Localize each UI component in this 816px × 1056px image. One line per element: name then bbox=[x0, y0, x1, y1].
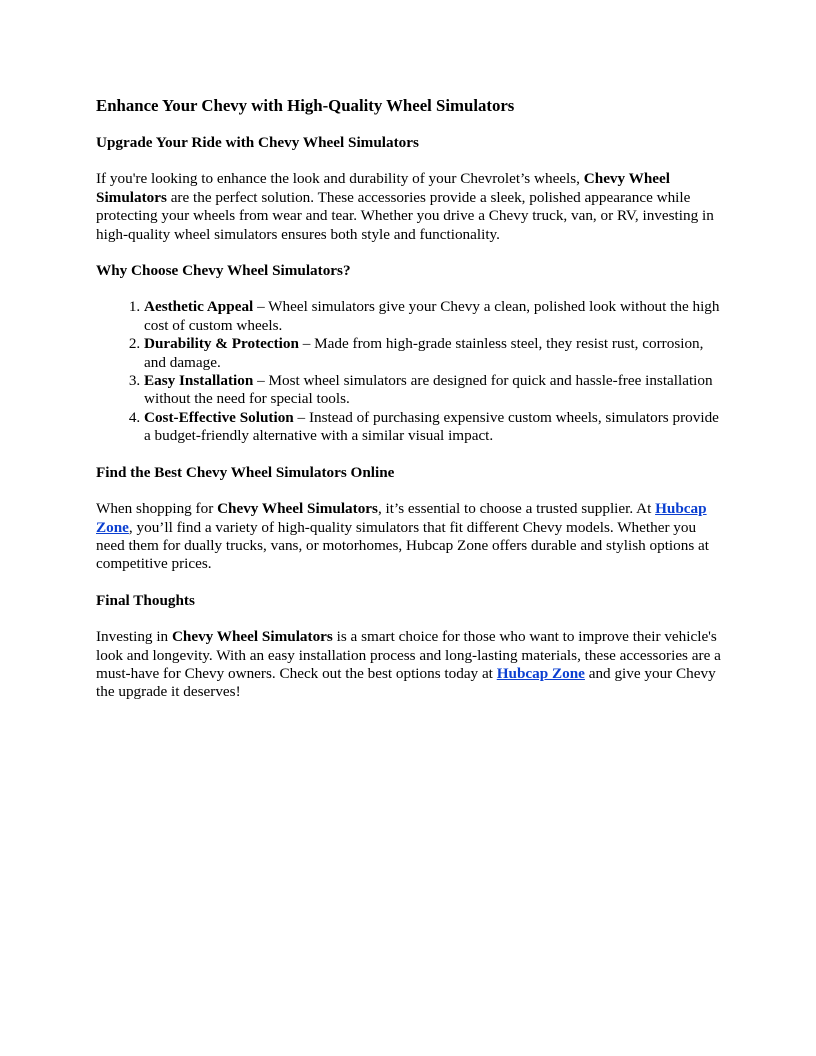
shopping-bold-product: Chevy Wheel Simulators bbox=[217, 500, 378, 518]
final-text-c: and give your Chevy the upgrade it deserves! bbox=[96, 664, 716, 701]
list-item-text: – Instead of purchasing expensive custom wheels, simulators provide a budget-friendly alternative with a similar visual impact. bbox=[144, 408, 719, 445]
list-item-title: Aesthetic Appeal bbox=[144, 298, 254, 316]
list-item-text: – Made from high-grade stainless steel, they resist rust, corrosion, and damage. bbox=[144, 335, 704, 371]
shopping-paragraph bbox=[96, 500, 724, 574]
list-item-text: – Wheel simulators give your Chevy a clean, polished look without the high cost of custom wheels. bbox=[144, 298, 720, 334]
list-item-text: – Most wheel simulators are designed for quick and hassle-free installation without the need for special tools. bbox=[144, 372, 713, 408]
list-item bbox=[144, 298, 724, 335]
list-item bbox=[144, 409, 724, 446]
hubcap-zone-link-final[interactable]: Hubcap Zone bbox=[496, 664, 585, 682]
benefits-list bbox=[96, 298, 724, 445]
intro-text-a: If you're looking to enhance the look and durability of your Chevrolet’s wheels, bbox=[96, 170, 584, 188]
shopping-text-c: , you’ll find a variety of high-quality simulators that fit different Chevy models. Whether you need them for dually trucks, vans, or motorhomes, Hubcap Zone offers durable and stylish options at competitive prices. bbox=[96, 518, 709, 573]
intro-paragraph bbox=[96, 170, 724, 244]
intro-text-b: are the perfect solution. These accessories provide a sleek, polished appearance while protecting your wheels from wear and tear. Whether you drive a Chevy truck, van, or RV, investing in high-quality wheel simulators ensures both style and functionality. bbox=[96, 188, 714, 243]
section-heading-find-best: Find the Best Chevy Wheel Simulators Online bbox=[96, 463, 395, 481]
section-heading-upgrade: Upgrade Your Ride with Chevy Wheel Simulators bbox=[96, 134, 419, 151]
document-page bbox=[96, 96, 724, 720]
shopping-text-b: , it’s essential to choose a trusted supplier. At bbox=[377, 500, 656, 518]
list-item-title: Durability & Protection bbox=[144, 335, 299, 353]
final-text-b: is a smart choice for those who want to improve their vehicle's look and longevity. With an easy installation process and long-lasting materials, these accessories are a must-have for Chevy owners. Check out the best options today at bbox=[96, 628, 721, 682]
list-item-title: Easy Installation bbox=[144, 372, 254, 390]
final-paragraph bbox=[96, 628, 724, 702]
document-title: Enhance Your Chevy with High-Quality Wheel Simulators bbox=[96, 96, 515, 115]
intro-bold-product: Chevy Wheel Simulators bbox=[96, 170, 670, 206]
list-item bbox=[144, 372, 724, 409]
shopping-text-a: When shopping for bbox=[96, 500, 218, 518]
section-heading-final-thoughts: Final Thoughts bbox=[96, 591, 195, 609]
section-heading-why-choose: Why Choose Chevy Wheel Simulators? bbox=[96, 262, 351, 280]
hubcap-zone-link[interactable]: Hubcap Zone bbox=[96, 500, 707, 536]
final-text-a: Investing in bbox=[96, 628, 172, 646]
list-item-title: Cost-Effective Solution bbox=[144, 408, 294, 426]
final-bold-product: Chevy Wheel Simulators bbox=[171, 628, 333, 646]
list-item bbox=[144, 335, 724, 372]
